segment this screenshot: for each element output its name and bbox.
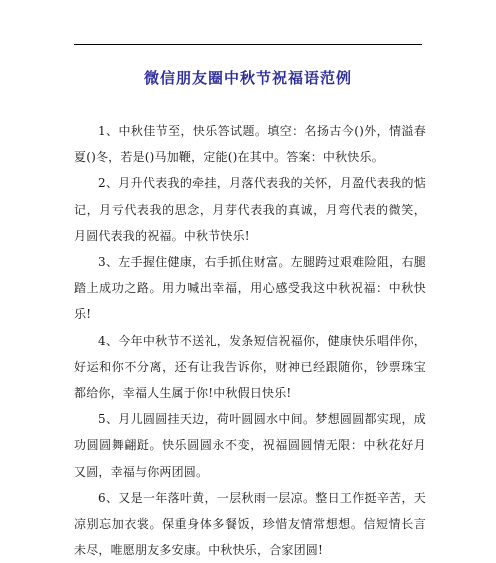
header-rule — [74, 44, 422, 45]
paragraph-1: 1、中秋佳节至，快乐答试题。填空：名扬古今()外，情溢春夏()冬，若是()马加鞭，定能()在其中。答案：中秋快乐。 — [74, 124, 426, 165]
document-body — [74, 118, 426, 563]
paragraph-5: 5、月儿圆圆挂天边，荷叶圆圆水中间。梦想圆圆都实现，成功圆圆舞翩跹。快乐圆圆永不变，祝福圆圆情无限：中秋花好月又圆，幸福与你两团圆。 — [74, 412, 426, 479]
paragraph-3: 3、左手握住健康，右手抓住财富。左腿跨过艰难险阻，右腿踏上成功之路。用力喊出幸福，用心感受我这中秋祝福：中秋快乐! — [74, 255, 426, 322]
paragraph-4: 4、今年中秋节不送礼，发条短信祝福你，健康快乐唱伴你，好运和你不分离，还有让我告诉你，财神已经跟随你，钞票珠宝都给你，幸福人生属于你!中秋假日快乐! — [74, 333, 426, 401]
document-title: 微信朋友圈中秋节祝福语范例 — [143, 69, 352, 87]
paragraph-6: 6、又是一年落叶黄，一层秋雨一层凉。整日工作挺辛苦，天凉别忘加衣裳。保重身体多餐饭，珍惜友情常想想。信短情长言未尽，唯愿朋友多安康。中秋快乐，合家团圆! — [74, 490, 426, 558]
paragraph-2: 2、月升代表我的牵挂，月落代表我的关怀，月盈代表我的惦记，月亏代表我的思念，月芽代表我的真诚，月弯代表的微笑，月圆代表我的祝福。中秋节快乐! — [74, 176, 426, 243]
